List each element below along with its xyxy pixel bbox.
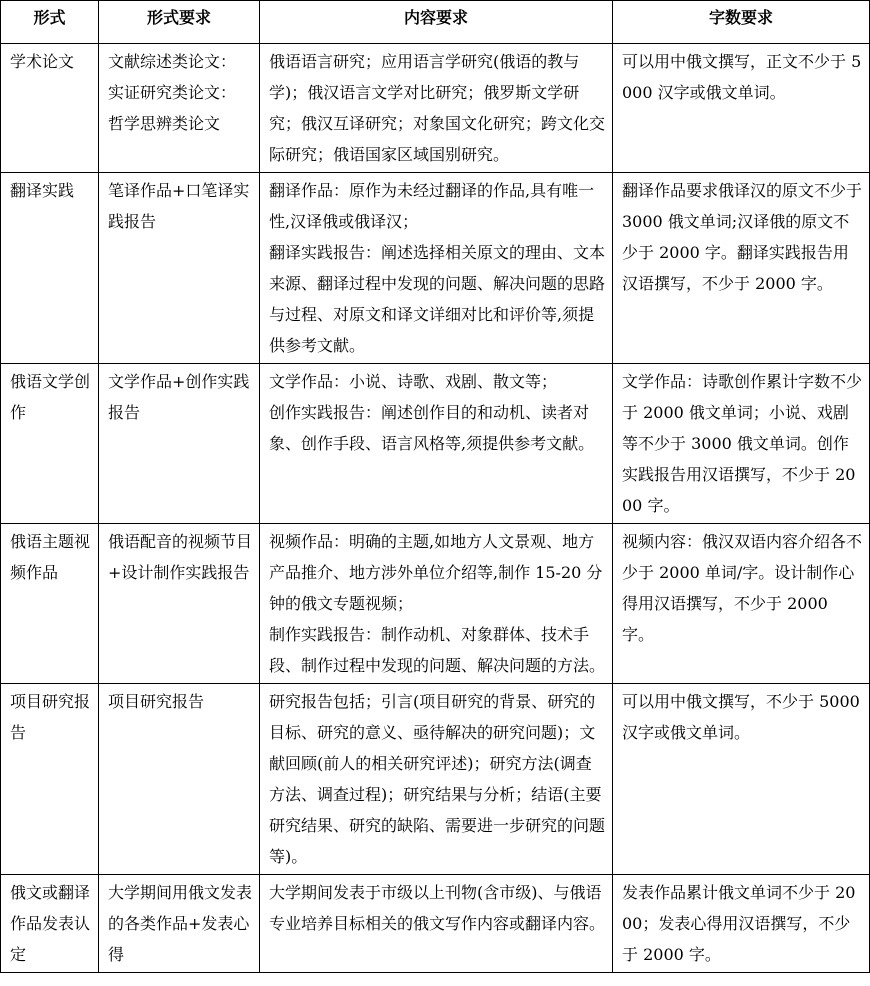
cell-line: 文献综述类论文：	[108, 52, 237, 71]
table-row	[1, 173, 870, 364]
cell-paragraph: 可以用中俄文撰写，正文不少于 5000 汉字或俄文单词。	[622, 52, 862, 102]
form-requirement-cell	[99, 364, 260, 524]
content-requirement-cell	[260, 684, 613, 875]
form-cell: 学术论文	[1, 44, 99, 173]
form-requirement-cell	[99, 524, 260, 684]
header-row	[1, 1, 870, 44]
cell-paragraph: 文学作品+创作实践报告	[108, 372, 250, 422]
cell-paragraph: 俄语配音的视频节目+设计制作实践报告	[108, 532, 253, 582]
table-row	[1, 875, 870, 973]
table-body	[1, 44, 870, 973]
form-cell: 俄文或翻译作品发表认定	[1, 875, 99, 973]
cell-paragraph: 笔译作品+口笔译实践报告	[108, 181, 250, 231]
cell-paragraph: 翻译实践报告：阐述选择相关原文的理由、文本来源、翻译过程中发现的问题、解决问题的思路与过程、对原文和译文详细对比和评价等,须提供参考文献。	[269, 243, 606, 355]
form-cell: 俄语文学创作	[1, 364, 99, 524]
header-form-requirement: 形式要求	[99, 1, 260, 44]
content-requirement-cell	[260, 173, 613, 364]
cell-paragraph: 文学作品：诗歌创作累计字数不少于 2000 俄文单词；小说、戏剧等不少于 3000 俄文单词。创作实践报告用汉语撰写，不少于 2000 字。	[622, 372, 863, 515]
cell-paragraph: 可以用中俄文撰写，不少于 5000 汉字或俄文单词。	[622, 692, 860, 742]
header-word-count-requirement: 字数要求	[613, 1, 870, 44]
form-requirement-cell	[99, 875, 260, 973]
header-form: 形式	[1, 1, 99, 44]
cell-paragraph: 翻译作品：原作为未经过翻译的作品,具有唯一性,汉译俄或俄译汉；	[269, 181, 595, 231]
table-row	[1, 524, 870, 684]
cell-paragraph: 制作实践报告：制作动机、对象群体、技术手段、制作过程中发现的问题、解决问题的方法。	[269, 625, 606, 675]
form-cell: 俄语主题视频作品	[1, 524, 99, 684]
cell-line: 实证研究类论文：	[108, 83, 237, 102]
table-row	[1, 684, 870, 875]
table-header	[1, 1, 870, 44]
cell-paragraph: 项目研究报告	[108, 692, 205, 711]
cell-paragraph: 俄语语言研究；应用语言学研究(俄语的教与学)；俄汉语言文学对比研究；俄罗斯文学研究；俄汉互译研究；对象国文化研究；跨文化交际研究；俄语国家区域国别研究。	[269, 52, 606, 164]
cell-paragraph: 研究报告包括；引言(项目研究的背景、研究的目标、研究的意义、亟待解决的研究问题)；文献回顾(前人的相关研究评述)；研究方法(调查方法、调查过程)；研究结果与分析；结语(主要研究结果、研究的缺陷、需要进一步研究的问题等)。	[269, 692, 606, 866]
table-row	[1, 44, 870, 173]
cell-paragraph: 发表作品累计俄文单词不少于 2000；发表心得用汉语撰写，不少于 2000 字。	[622, 883, 856, 964]
word-count-cell	[613, 173, 870, 364]
cell-paragraph: 视频内容：俄汉双语内容介绍各不少于 2000 单词/字。设计制作心得用汉语撰写，不少于 2000 字。	[622, 532, 863, 644]
word-count-cell	[613, 44, 870, 173]
word-count-cell	[613, 875, 870, 973]
cell-paragraph: 大学期间发表于市级以上刊物(含市级)、与俄语专业培养目标相关的俄文写作内容或翻译内容。	[269, 883, 606, 933]
form-requirement-cell	[99, 684, 260, 875]
content-requirement-cell	[260, 364, 613, 524]
form-cell: 翻译实践	[1, 173, 99, 364]
cell-paragraph: 视频作品：明确的主题,如地方人文景观、地方产品推介、地方涉外单位介绍等,制作 15-20 分钟的俄文专题视频；	[269, 532, 603, 613]
table-row	[1, 364, 870, 524]
header-content-requirement: 内容要求	[260, 1, 613, 44]
content-requirement-cell	[260, 524, 613, 684]
cell-paragraph: 文学作品：小说、诗歌、戏剧、散文等；	[269, 372, 558, 391]
content-requirement-cell	[260, 875, 613, 973]
cell-paragraph: 创作实践报告：阐述创作目的和动机、读者对象、创作手段、语言风格等,须提供参考文献。	[269, 403, 595, 453]
cell-line: 哲学思辨类论文	[108, 114, 221, 133]
content-requirement-cell	[260, 44, 613, 173]
word-count-cell	[613, 524, 870, 684]
cell-paragraph: 翻译作品要求俄译汉的原文不少于 3000 俄文单词;汉译俄的原文不少于 2000 字。翻译实践报告用汉语撰写，不少于 2000 字。	[622, 181, 863, 293]
form-requirement-cell	[99, 44, 260, 173]
word-count-cell	[613, 364, 870, 524]
word-count-cell	[613, 684, 870, 875]
form-cell: 项目研究报告	[1, 684, 99, 875]
form-requirement-cell	[99, 173, 260, 364]
cell-paragraph: 大学期间用俄文发表的各类作品+发表心得	[108, 883, 253, 964]
